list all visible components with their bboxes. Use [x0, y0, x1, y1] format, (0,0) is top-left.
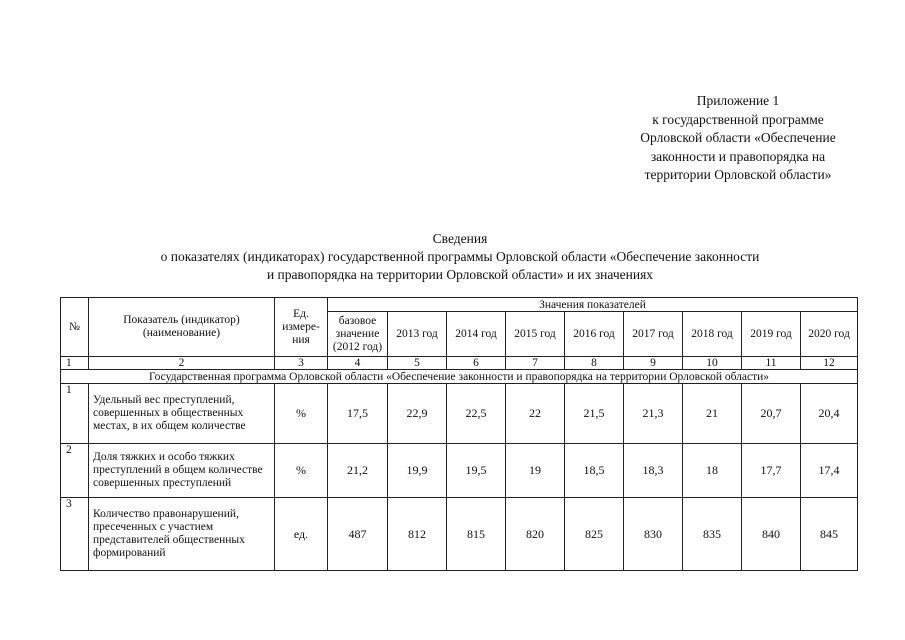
header-year: 2018 год	[683, 312, 742, 357]
row-number: 2	[61, 444, 89, 498]
header-year: 2015 год	[506, 312, 565, 357]
value-cell: 22,9	[388, 384, 447, 444]
value-cell: 19,5	[447, 444, 506, 498]
column-number-row	[61, 357, 858, 370]
appendix-note	[598, 92, 878, 185]
value-cell: 18	[683, 444, 742, 498]
value-cell: 17,4	[801, 444, 858, 498]
appendix-line: к государственной программе	[652, 111, 824, 127]
appendix-line: Приложение 1	[696, 93, 780, 108]
row-number: 3	[61, 498, 89, 571]
value-cell: 19,9	[388, 444, 447, 498]
header-year: 2016 год	[565, 312, 624, 357]
value-cell: 845	[801, 498, 858, 571]
value-cell: 830	[624, 498, 683, 571]
column-number: 4	[328, 357, 388, 370]
value-cell: 17,5	[328, 384, 388, 444]
heading-line: о показателях (индикаторах) государственной программы Орловской области «Обеспечение законности	[160, 249, 760, 264]
column-number: 5	[388, 357, 447, 370]
value-cell: 487	[328, 498, 388, 571]
header-year: 2019 год	[742, 312, 801, 357]
value-cell: 20,4	[801, 384, 858, 444]
appendix-line: законности и правопорядка на	[650, 148, 826, 164]
value-cell: 840	[742, 498, 801, 571]
unit-cell: %	[275, 384, 328, 444]
indicator-name: Доля тяжких и особо тяжких преступлений в общем количестве совершенных преступлений	[89, 444, 275, 498]
program-title: Государственная программа Орловской области «Обеспечение законности и правопорядка на территории Орловской области»	[61, 370, 858, 384]
value-cell: 18,5	[565, 444, 624, 498]
heading-line: и правопорядка на территории Орловской области» и их значениях	[266, 267, 654, 282]
appendix-line: Орловской области «Обеспечение	[640, 130, 836, 145]
table-row	[61, 384, 858, 444]
value-cell: 825	[565, 498, 624, 571]
value-cell: 21,2	[328, 444, 388, 498]
column-number: 6	[447, 357, 506, 370]
document-heading	[60, 230, 860, 284]
header-unit: Ед. измере- ния	[275, 298, 328, 357]
value-cell: 21,3	[624, 384, 683, 444]
header-base: базовое значение (2012 год)	[328, 312, 388, 357]
indicator-name: Удельный вес преступлений, совершенных в общественных местах, в их общем количестве	[89, 384, 275, 444]
column-number: 2	[89, 357, 275, 370]
header-year: 2017 год	[624, 312, 683, 357]
indicator-name: Количество правонарушений, пресеченных с участием представителей общественных формирований	[89, 498, 275, 571]
unit-cell: %	[275, 444, 328, 498]
column-number: 1	[61, 357, 89, 370]
value-cell: 20,7	[742, 384, 801, 444]
column-number: 3	[275, 357, 328, 370]
program-row	[61, 370, 858, 384]
header-row	[61, 298, 858, 312]
header-indicator: Показатель (индикатор) (наименование)	[89, 298, 275, 357]
appendix-line: территории Орловской области»	[644, 167, 832, 182]
value-cell: 22	[506, 384, 565, 444]
value-cell: 17,7	[742, 444, 801, 498]
value-cell: 19	[506, 444, 565, 498]
table-row	[61, 498, 858, 571]
value-cell: 21,5	[565, 384, 624, 444]
column-number: 9	[624, 357, 683, 370]
value-cell: 22,5	[447, 384, 506, 444]
row-number: 1	[61, 384, 89, 444]
column-number: 10	[683, 357, 742, 370]
value-cell: 815	[447, 498, 506, 571]
header-year: 2014 год	[447, 312, 506, 357]
heading-title: Сведения	[432, 231, 488, 246]
value-cell: 820	[506, 498, 565, 571]
column-number: 12	[801, 357, 858, 370]
value-cell: 21	[683, 384, 742, 444]
column-number: 11	[742, 357, 801, 370]
header-num: №	[61, 298, 89, 357]
value-cell: 18,3	[624, 444, 683, 498]
column-number: 8	[565, 357, 624, 370]
indicators-table	[60, 297, 858, 571]
value-cell: 835	[683, 498, 742, 571]
header-values-group: Значения показателей	[328, 298, 858, 312]
header-year: 2013 год	[388, 312, 447, 357]
column-number: 7	[506, 357, 565, 370]
header-year: 2020 год	[801, 312, 858, 357]
value-cell: 812	[388, 498, 447, 571]
table-row	[61, 444, 858, 498]
unit-cell: ед.	[275, 498, 328, 571]
